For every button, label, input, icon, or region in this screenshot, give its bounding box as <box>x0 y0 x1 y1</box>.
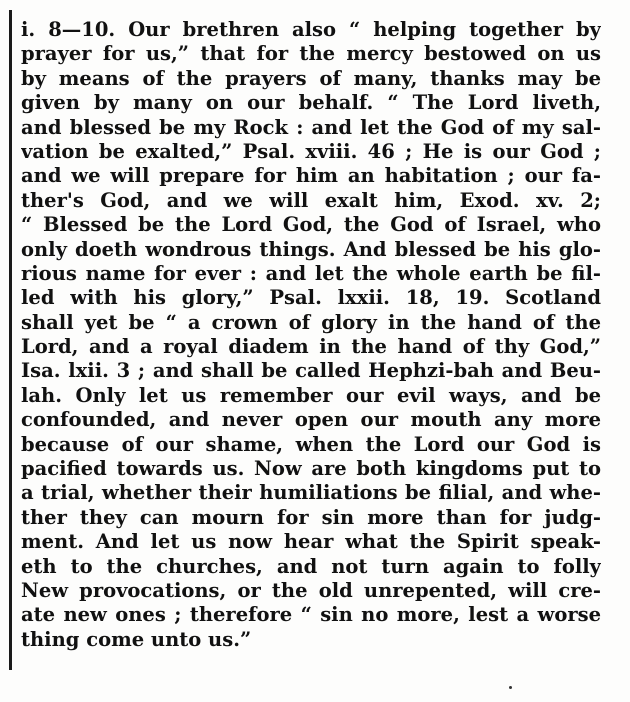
text-column <box>21 18 601 652</box>
text-line: ment. And let us now hear what the Spirit speak- <box>21 530 601 554</box>
text-line: a trial, whether their humiliations be filial, and whe- <box>21 481 601 505</box>
text-line: and we will prepare for him an habitation ; our fa- <box>21 164 601 188</box>
text-line: ther they can mourn for sin more than for judg- <box>21 505 601 529</box>
text-line: “ Blessed be the Lord God, the God of Israel, who <box>21 213 601 237</box>
column-rule <box>9 10 12 670</box>
text-line: ther's God, and we will exalt him, Exod. xv. 2; <box>21 188 601 212</box>
text-line: prayer for us,” that for the mercy bestowed on us <box>21 42 601 66</box>
text-line: only doeth wondrous things. And blessed be his glo- <box>21 237 601 261</box>
text-line: and blessed be my Rock : and let the God of my sal- <box>21 115 601 139</box>
text-line: New provocations, or the old unrepented, will cre- <box>21 578 601 602</box>
print-speck <box>509 686 512 689</box>
text-line: Lord, and a royal diadem in the hand of thy God,” <box>21 335 601 359</box>
text-line: eth to the churches, and not turn again to folly <box>21 554 601 578</box>
text-line: shall yet be “ a crown of glory in the hand of the <box>21 310 601 334</box>
text-line: because of our shame, when the Lord our God is <box>21 432 601 456</box>
text-line: led with his glory,” Psal. lxxii. 18, 19. Scotland <box>21 286 601 310</box>
text-line: lah. Only let us remember our evil ways, and be <box>21 383 601 407</box>
text-line: by means of the prayers of many, thanks may be <box>21 66 601 90</box>
text-line: pacified towards us. Now are both kingdoms put to <box>21 457 601 481</box>
text-line: ate new ones ; therefore “ sin no more, lest a worse <box>21 603 601 627</box>
text-line: thing come unto us.” <box>21 627 252 651</box>
text-line: Isa. lxii. 3 ; and shall be called Hephzi-bah and Beu- <box>21 359 601 383</box>
text-line: rious name for ever : and let the whole earth be fil- <box>21 261 601 285</box>
text-line: given by many on our behalf. “ The Lord liveth, <box>21 91 601 115</box>
text-line: vation be exalted,” Psal. xviii. 46 ; He is our God ; <box>21 139 601 163</box>
text-line: i. 8—10. Our brethren also “ helping together by <box>21 18 601 41</box>
text-line: confounded, and never open our mouth any more <box>21 408 601 432</box>
